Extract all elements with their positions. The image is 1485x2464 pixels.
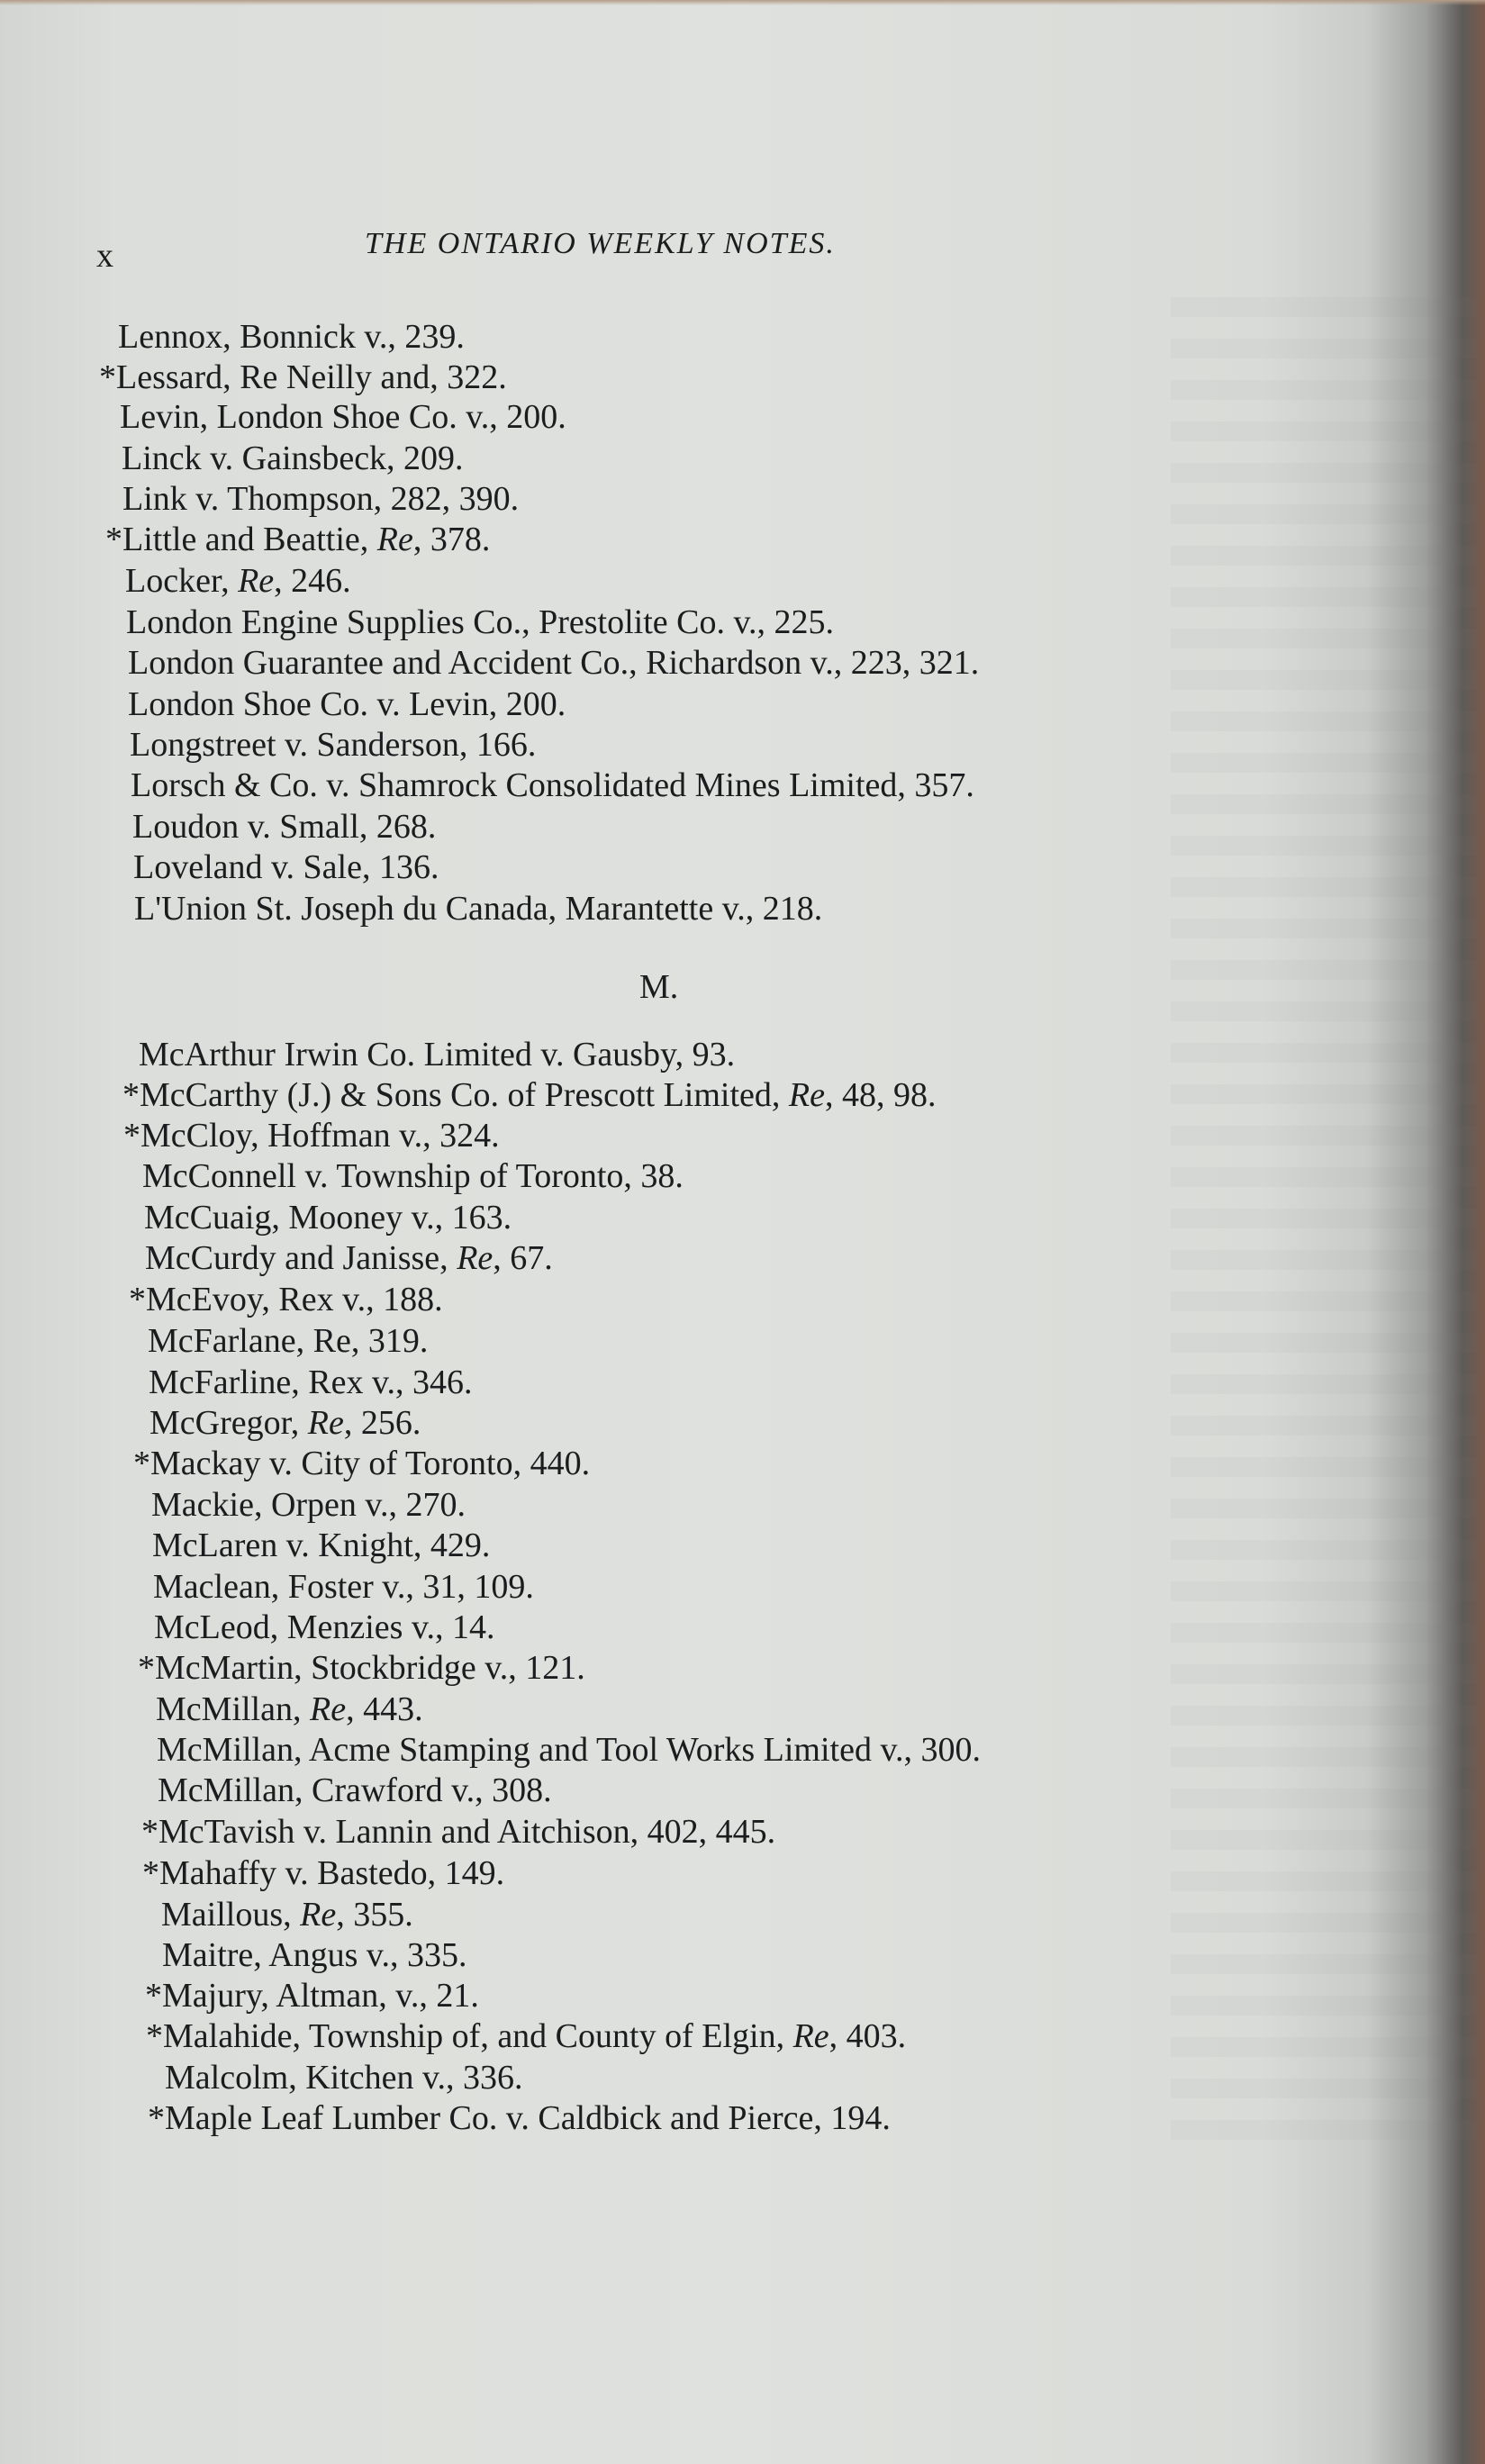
index-entry: McArthur Irwin Co. Limited v. Gausby, 93. [139,1036,736,1073]
index-entry: McLaren v. Knight, 429. [152,1526,491,1564]
index-entry: Linck v. Gainsbeck, 209. [122,439,464,477]
index-entry: McLeod, Menzies v., 14. [154,1608,495,1646]
index-entry: *Little and Beattie, Re, 378. [105,521,491,558]
index-entry: London Shoe Co. v. Levin, 200. [128,685,566,723]
index-entry: *McCarthy (J.) & Sons Co. of Prescott Limited, Re, 48, 98. [122,1076,937,1114]
index-entry: McCuaig, Mooney v., 163. [144,1199,512,1237]
index-entry: Maclean, Foster v., 31, 109. [153,1568,534,1606]
index-entry: McFarlane, Re, 319. [148,1322,429,1360]
index-entry: Loveland v. Sale, 136. [133,848,439,886]
index-entry: London Guarantee and Accident Co., Richardson v., 223, 321. [128,644,980,682]
index-entry: *McEvoy, Rex v., 188. [129,1281,443,1318]
index-entry: L'Union St. Joseph du Canada, Marantette v., 218. [134,890,823,928]
index-entry: *McCloy, Hoffman v., 324. [123,1117,500,1155]
index-entry: *Malahide, Township of, and County of Elgin, Re, 403. [146,2017,907,2055]
index-entry: McCurdy and Janisse, Re, 67. [145,1239,553,1277]
index-entry: *Mackay v. City of Toronto, 440. [133,1445,591,1482]
index-entry: McMillan, Re, 443. [156,1690,423,1728]
index-entry: *Mahaffy v. Bastedo, 149. [142,1854,505,1892]
index-entry: London Engine Supplies Co., Prestolite Co. v., 225. [126,603,835,641]
index-entry: *Majury, Altman, v., 21. [145,1977,479,2015]
index-entry: McMillan, Crawford v., 308. [158,1771,552,1809]
index-entry: *Maple Leaf Lumber Co. v. Caldbick and Pierce, 194. [148,2099,891,2137]
index-entry: Loudon v. Small, 268. [132,808,437,846]
index-entry: Lennox, Bonnick v., 239. [118,318,465,356]
index-entry: Longstreet v. Sanderson, 166. [130,726,537,764]
index-entry: Maitre, Angus v., 335. [162,1936,467,1974]
index-entry: McConnell v. Township of Toronto, 38. [142,1157,684,1195]
index-entry: Mackie, Orpen v., 270. [151,1486,466,1524]
index-entry: *McTavish v. Lannin and Aitchison, 402, 445. [141,1813,776,1851]
section-heading: M. [639,968,679,1006]
index-entry: McMillan, Acme Stamping and Tool Works Limited v., 300. [157,1731,982,1769]
page-number: x [96,237,114,275]
index-entry: *McMartin, Stockbridge v., 121. [138,1649,585,1687]
index-entry: McGregor, Re, 256. [149,1404,421,1442]
index-entry: *Lessard, Re Neilly and, 322. [99,358,507,396]
index-entry: Lorsch & Co. v. Shamrock Consolidated Mines Limited, 357. [131,766,974,804]
index-entry: Levin, London Shoe Co. v., 200. [120,398,566,436]
running-title: THE ONTARIO WEEKLY NOTES. [365,227,836,260]
index-entry: Link v. Thompson, 282, 390. [122,480,520,518]
index-entry: McFarline, Rex v., 346. [149,1363,473,1401]
index-entry: Maillous, Re, 355. [161,1896,413,1934]
index-entry: Malcolm, Kitchen v., 336. [165,2059,523,2097]
index-entry: Locker, Re, 246. [125,562,351,600]
